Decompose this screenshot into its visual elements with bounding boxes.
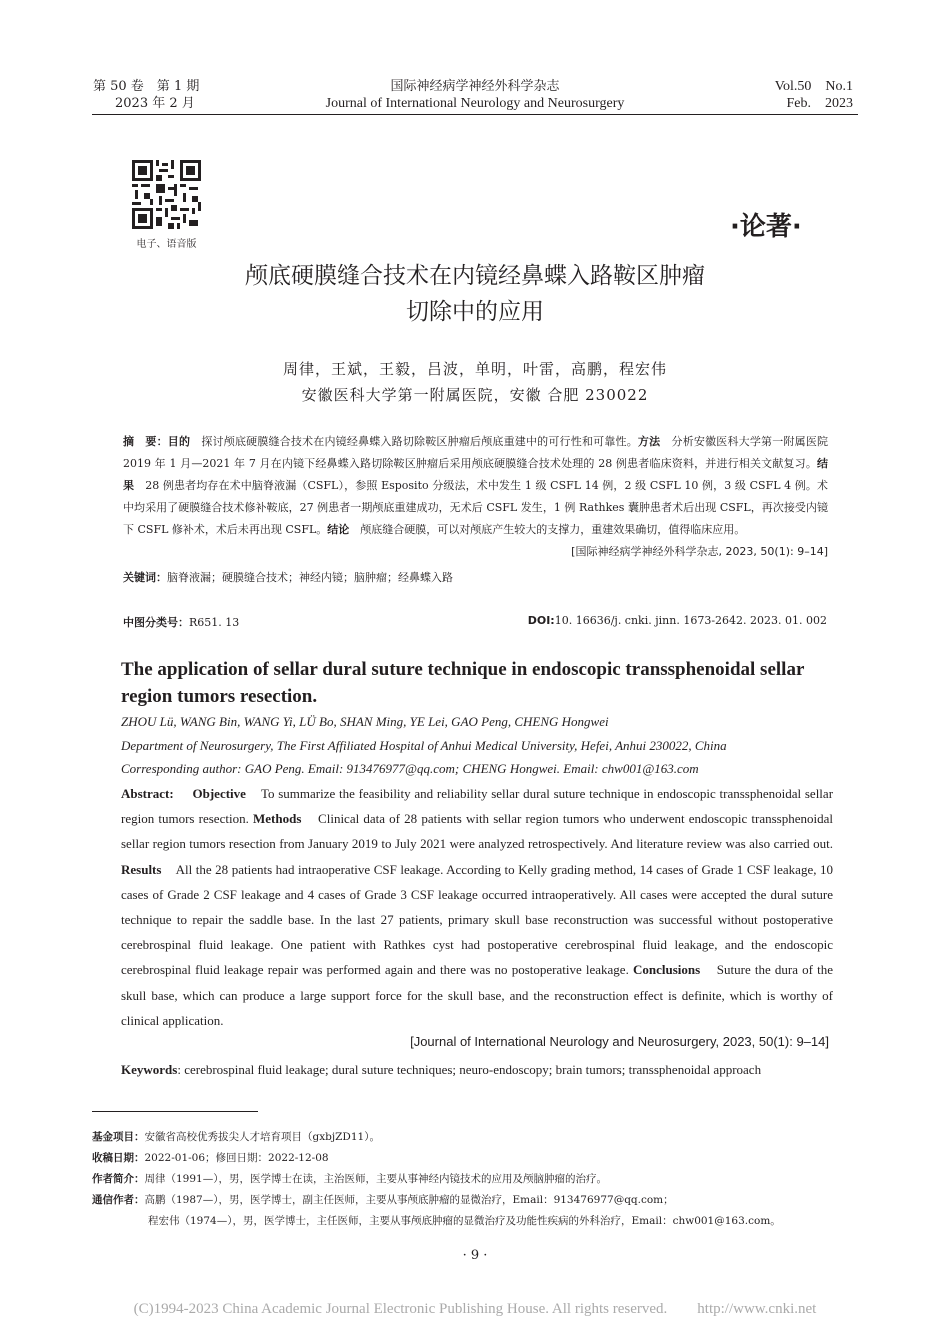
footnote-corresponding xyxy=(92,1192,852,1207)
authors-en: ZHOU Lü, WANG Bin, WANG Yi, LÜ Bo, SHAN Ming, YE Lei, GAO Peng, CHENG Hongwei xyxy=(121,714,609,729)
doi-label: DOI: xyxy=(527,614,555,627)
abstract-cn xyxy=(123,431,828,563)
header-volume-issue xyxy=(93,78,199,112)
title-en: The application of sellar dural suture technique in endoscopic transsphenoidal sellar region tumors resection. xyxy=(121,659,805,707)
citation-en: [Journal of International Neurology and Neurosurgery, 2023, 50(1): 9–14] xyxy=(410,1034,829,1049)
affiliation-en: Department of Neurosurgery, The First Affiliated Hospital of Anhui Medical University, Hefei, Anhui 230022, China xyxy=(121,738,727,753)
dates-label: 收稿日期： xyxy=(92,1152,145,1164)
methods-cn-label: 方法 xyxy=(637,435,661,448)
author-text: 周律（1991—），男，医学博士在读，主治医师，主要从事神经内镜技术的应用及颅脑肿瘤的治疗。 xyxy=(144,1173,607,1185)
conclusions-en: Suture the dura of the skull base, which can produce a large support force for the skull base, and the reconstruction effect is definite, which is worthy of clinical application. xyxy=(121,962,834,1028)
clc-number xyxy=(123,614,239,630)
doi-value[interactable]: 10. 16636/j. cnki. jinn. 1673-2642. 2023. 01. 002 xyxy=(554,614,827,627)
corresponding-en: Corresponding author: GAO Peng. Email: 913476977@qq.com; CHENG Hongwei. Email: chw001@163.com xyxy=(121,761,699,776)
fund-text: 安徽省高校优秀拔尖人才培育项目（gxbjZD11）。 xyxy=(144,1131,380,1143)
title-cn xyxy=(150,258,800,330)
fund-label: 基金项目： xyxy=(92,1131,145,1143)
conclusions-en-label: Conclusions xyxy=(632,962,701,978)
keywords-cn-label: 关键词： xyxy=(123,571,167,584)
title-cn-line2: 切除中的应用 xyxy=(406,299,544,325)
author-label: 作者简介： xyxy=(92,1173,145,1185)
abstract-en xyxy=(121,781,833,1033)
objective-en: To summarize the feasibility and reliability sellar dural suture technique in endoscopic transsphenoidal sellar region tumors resection. xyxy=(121,786,834,827)
corresponding-text-1: 高鹏（1987—），男，医学博士，副主任医师，主要从事颅底肿瘤的显微治疗，Email：913476977@qq.com； xyxy=(144,1194,674,1206)
authors-cn: 周律，王斌，王毅，吕波，单明，叶雷，高鹏，程宏伟 xyxy=(282,360,667,378)
objective-cn: 探讨颅底硬膜缝合技术在内镜经鼻蝶入路切除鞍区肿瘤后颅底重建中的可行性和可靠性。 xyxy=(190,435,638,448)
header-volume: 第 50 卷 第 1 期 xyxy=(93,79,200,94)
footnote-fund xyxy=(92,1129,852,1144)
methods-en-label: Methods xyxy=(253,811,302,827)
clc-value: R651. 13 xyxy=(189,616,240,629)
header-journal-en: Journal of International Neurology and Neurosurgery xyxy=(325,96,625,111)
keywords-cn xyxy=(123,569,828,587)
methods-en: Clinical data of 28 patients with sellar region tumors who underwent endoscopic transsphenoidal sellar region tumors resection from January 2019 to July 2021 were analyzed retrospectively. And literature review was also carried out. xyxy=(121,811,834,852)
results-cn-label: 结果 xyxy=(123,457,828,492)
results-en-label: Results xyxy=(121,861,162,877)
header-vol-no: Vol.50 No.1 xyxy=(774,79,853,94)
citation-cn: [国际神经病学神经外科学杂志, 2023, 50(1): 9–14] xyxy=(571,545,828,558)
methods-cn: 分析安徽医科大学第一附属医院 2019 年 1 月—2021 年 7 月在内镜下经鼻蝶入路切除鞍区肿瘤后采用颅底硬膜缝合技术处理的 28 例患者临床资料，并进行相关文献复习。 xyxy=(123,435,829,470)
clc-label: 中图分类号： xyxy=(123,616,189,629)
abstract-cn-label: 摘 要： xyxy=(123,435,168,448)
keywords-en-text: : cerebrospinal fluid leakage; dural suture techniques; neuro-endoscopy; brain tumors; transsphenoidal approach xyxy=(177,1062,762,1077)
keywords-cn-text: 脑脊液漏；硬膜缝合技术；神经内镜；脑肿瘤；经鼻蝶入路 xyxy=(167,571,453,584)
copyright-notice: (C)1994-2023 China Academic Journal Electronic Publishing House. All rights reserved. http://www.cnki.net xyxy=(133,1301,817,1317)
keywords-en-label: Keywords xyxy=(121,1062,178,1077)
page-number: · 9 · xyxy=(462,1248,488,1263)
header-journal xyxy=(250,78,700,112)
header-divider xyxy=(92,114,858,115)
results-en: All the 28 patients had intraoperative CSF leakage. According to Kelly grading method, 14 cases of Grade 1 CSF leakage, 10 cases of Grade 2 CSF leakage and 4 cases of Grade 3 CSF leakage occurred intraoperatively. All cases were accepted the dural suture technique to repair the saddle base. In the last 27 patients, primary skull base reconstruction was successful without postoperative cerebrospinal fluid leakage. One patient with Rathkes cyst had postoperative cerebrospinal fluid leakage, and the endoscopic cerebrospinal fluid leakage repair was performed again and there was no postoperative leakage. xyxy=(121,861,833,978)
footnote-dates xyxy=(92,1150,852,1165)
corresponding-text-2: 程宏伟（1974—），男，医学博士，主任医师，主要从事颅底肿瘤的显微治疗及功能性疾病的外科治疗，Email：chw001@163.com。 xyxy=(148,1215,781,1227)
qr-code-label: 电子、语音版 xyxy=(136,239,197,250)
conclusion-cn: 颅底缝合硬膜，可以对颅底产生较大的支撑力，重建效果确切，值得临床应用。 xyxy=(349,523,746,536)
keywords-en xyxy=(121,1058,833,1082)
abstract-en-label: Abstract: xyxy=(121,786,174,801)
conclusion-cn-label: 结论 xyxy=(327,523,350,536)
header-vol-no-en xyxy=(775,78,853,112)
header-date: 2023 年 2 月 xyxy=(115,96,195,111)
qr-code-icon[interactable] xyxy=(132,160,201,229)
results-cn: 28 例患者均存在术中脑脊液漏（CSFL），参照 Esposito 分级法，术中发生 1 级 CSFL 14 例，2 级 CSFL 10 例，3 级 CSFL 4 例。术中均采用了硬膜缝合技术修补鞍底，27 例患者一期颅底重建成功，无术后 CSFL 发生，1 例 Rathkes 囊肿患者术后出现 CSFL，再次接受内镜下 CSFL 修补术，术后未再出现 CSFL。 xyxy=(123,479,829,536)
affiliation-cn: 安徽医科大学第一附属医院，安徽 合肥 230022 xyxy=(301,386,649,404)
header-month-year: Feb. 2023 xyxy=(786,96,853,111)
dates-text: 2022-01-06；修回日期：2022-12-08 xyxy=(144,1152,329,1164)
header-journal-cn: 国际神经病学神经外科学杂志 xyxy=(390,79,560,94)
footnote-divider xyxy=(92,1111,258,1112)
title-cn-line1: 颅底硬膜缝合技术在内镜经鼻蝶入路鞍区肿瘤 xyxy=(245,263,705,289)
objective-cn-label: 目的 xyxy=(167,435,191,448)
doi xyxy=(528,614,827,627)
footnote-author xyxy=(92,1171,852,1186)
objective-en-label: Objective xyxy=(192,786,246,801)
corresponding-label: 通信作者： xyxy=(92,1194,145,1206)
column-tag: ·论著· xyxy=(730,212,802,242)
